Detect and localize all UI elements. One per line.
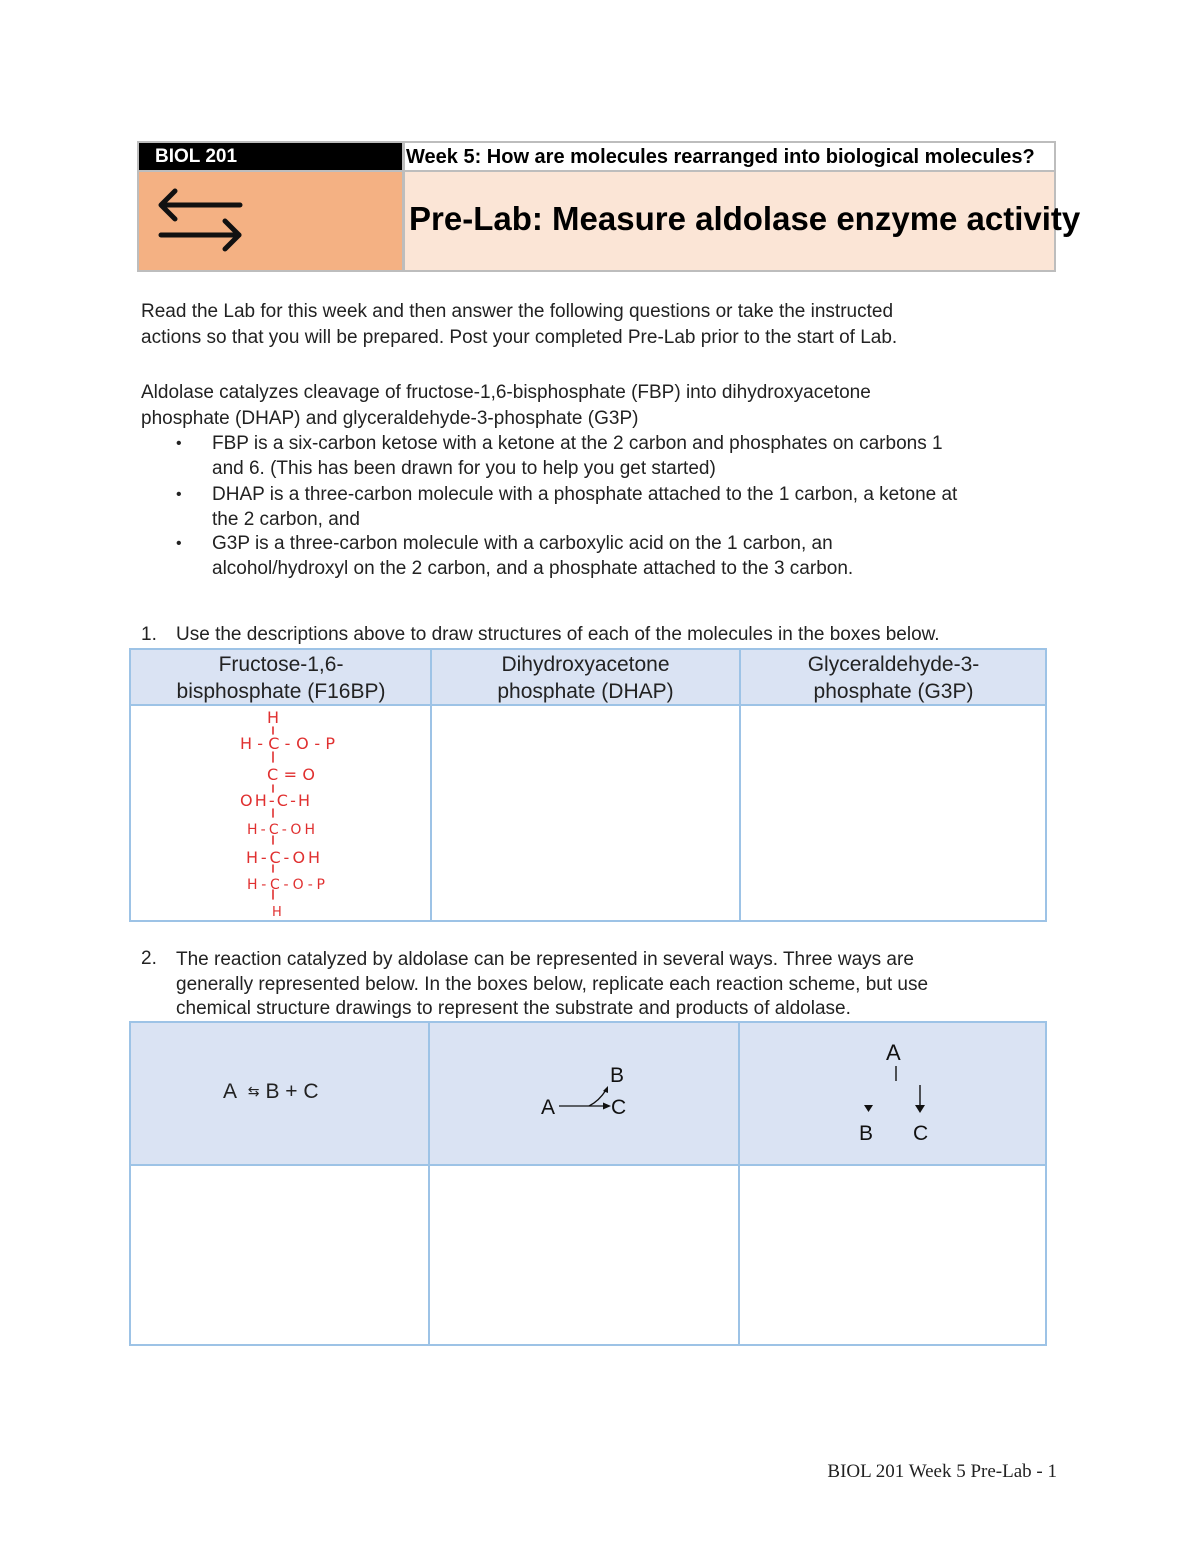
icon-cell xyxy=(139,172,402,270)
list-item xyxy=(0,432,1200,482)
intro-line: Read the Lab for this week and then answer the following questions or take the instructed xyxy=(141,301,894,322)
scheme-b: B xyxy=(859,1122,874,1145)
scheme-plus: + xyxy=(285,1080,298,1103)
week-title: Week 5: How are molecules rearranged into biological molecules? xyxy=(406,146,1035,168)
drawing-text: H-C-OH xyxy=(246,848,320,867)
column-header-line: Glyceraldehyde-3- xyxy=(807,653,980,676)
column-header-line: phosphate (G3P) xyxy=(813,680,974,703)
list-item xyxy=(0,483,1200,533)
arrowhead-icon xyxy=(864,1105,873,1112)
question-2-text xyxy=(176,948,1076,1022)
bullet-icon: • xyxy=(176,435,182,452)
structure-table xyxy=(129,648,1047,922)
column-header-line: Fructose-1,6- xyxy=(218,653,344,676)
scheme-c: C xyxy=(611,1096,627,1119)
column-header-line: bisphosphate (F16BP) xyxy=(176,680,386,703)
drawing-text: C=O xyxy=(267,765,315,784)
exchange-arrows-icon xyxy=(139,172,402,270)
question-2-number: 2. xyxy=(141,948,157,969)
intro-line: actions so that you will be prepared. Post your completed Pre-Lab prior to the start of Lab. xyxy=(141,326,898,348)
reversible-arrow-icon: ⇆ xyxy=(247,1083,260,1099)
scheme-b: B xyxy=(610,1064,625,1087)
bullet-line: G3P is a three-carbon molecule with a carboxylic acid on the 1 carbon, an xyxy=(212,533,833,554)
drawing-text: H xyxy=(267,708,280,727)
bullet-icon: • xyxy=(176,486,182,503)
aldolase-paragraph xyxy=(141,380,1071,431)
scheme-c: C xyxy=(913,1122,929,1145)
page-footer: BIOL 201 Week 5 Pre-Lab - 1 xyxy=(827,1461,1057,1482)
question-1-number: 1. xyxy=(141,624,157,645)
list-item xyxy=(0,532,1200,582)
table-divider xyxy=(430,648,432,922)
bullet-icon: • xyxy=(176,535,182,552)
reaction-scheme-2 xyxy=(529,1057,649,1127)
arrowhead-icon xyxy=(603,1086,608,1093)
course-badge: BIOL 201 xyxy=(139,143,403,170)
fbp-structure-drawing xyxy=(229,706,349,920)
title-cell xyxy=(405,172,1081,270)
table-divider xyxy=(739,648,741,922)
column-header-line: Dihydroxyacetone xyxy=(501,653,670,676)
reaction-scheme-1 xyxy=(223,1080,319,1104)
page-title: Pre-Lab: Measure aldolase enzyme activity xyxy=(409,200,1081,237)
drawing-text: OH-C-H xyxy=(240,791,310,810)
scheme-a: A xyxy=(223,1080,236,1103)
table-divider xyxy=(129,1164,1047,1166)
reaction-table xyxy=(129,1021,1047,1346)
bullet-line: alcohol/hydroxyl on the 2 carbon, and a phosphate attached to the 3 carbon. xyxy=(212,557,854,579)
table-divider xyxy=(428,1021,430,1346)
bullet-line: the 2 carbon, and xyxy=(212,508,360,530)
aldolase-line: phosphate (DHAP) and glyceraldehyde-3-phosphate (G3P) xyxy=(141,407,639,429)
question-2-line: generally represented below. In the boxes below, replicate each reaction scheme, but use xyxy=(176,973,929,995)
header-block xyxy=(137,141,1081,272)
bullet-line: and 6. (This has been drawn for you to help you get started) xyxy=(212,457,716,479)
question-2-line: chemical structure drawings to represent the substrate and products of aldolase. xyxy=(176,998,851,1019)
drawing-text: H-C-OH xyxy=(247,822,315,838)
bullet-line: DHAP is a three-carbon molecule with a phosphate attached to the 1 carbon, a ketone at xyxy=(212,484,958,505)
drawing-text: H-C-O-P xyxy=(240,734,335,753)
table-divider xyxy=(738,1021,740,1346)
aldolase-line: Aldolase catalyzes cleavage of fructose-1,6-bisphosphate (FBP) into dihydroxyacetone xyxy=(141,382,871,403)
arrowhead-icon xyxy=(603,1103,611,1110)
question-1-text: Use the descriptions above to draw structures of each of the molecules in the boxes below. xyxy=(176,624,940,645)
column-header-line: phosphate (DHAP) xyxy=(497,680,674,703)
drawing-text: H-C-O-P xyxy=(247,877,325,893)
scheme-b: B xyxy=(265,1080,280,1103)
scheme-a: A xyxy=(541,1096,556,1119)
bullet-line: FBP is a six-carbon ketose with a ketone at the 2 carbon and phosphates on carbons 1 xyxy=(212,433,943,454)
intro-paragraph xyxy=(141,299,1071,350)
question-2-line: The reaction catalyzed by aldolase can be represented in several ways. Three ways are xyxy=(176,949,914,970)
reaction-scheme-3 xyxy=(849,1033,949,1148)
scheme-a: A xyxy=(886,1040,901,1065)
scheme-c: C xyxy=(303,1080,319,1103)
drawing-text: H xyxy=(272,905,282,920)
arrowhead-icon xyxy=(915,1105,925,1113)
